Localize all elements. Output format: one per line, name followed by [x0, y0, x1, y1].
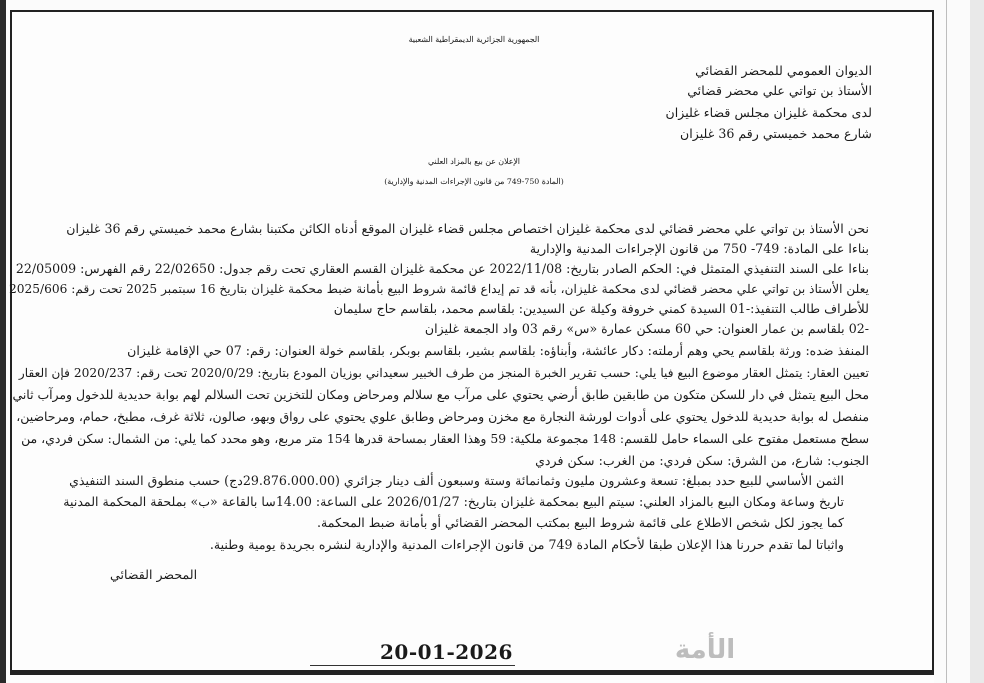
body-line: بناءا على السند التنفيذي المتمثل في: الحكم الصادر بتاريخ: 2022/11/08 عن محكمة غليزان القسم العقاري تحت رقم جدول: 22/02650 رقم الفهرس: 22/05009	[15, 261, 869, 276]
body-line: محل البيع يتمثل في دار للسكن متكون من طابقين طابق أرضي يحتوي على مرآب مع سلالم ومرحاض ومكان للتخزين تحت السلالم لهم بوابة حديدية للدخول ومرآب ثاني	[12, 387, 869, 402]
body-line: تاريخ وساعة ومكان البيع بالمزاد العلني: سيتم البيع بمحكمة غليزان بتاريخ: 2026/01/27 على الساعة: 14.00سا بالقاعة «ب» بملحقة المحكمة المدنية	[63, 494, 844, 509]
office-name: الديوان العمومي للمحضر القضائي	[695, 63, 872, 78]
right-margin-line	[946, 0, 947, 683]
body-line: للأطراف طالب التنفيذ:-01 السيدة كمني خروفة وكيلة عن السيدين: بلقاسم محمد، بلقاسم حاج سليمان	[333, 301, 869, 316]
body-line: سطح مستعمل مفتوح على السماء حامل للقسم: 148 مجموعة ملكية: 59 وهذا العقار بمساحة قدرها 154 متر مربع، وهو محدد كما يلي: من الشمال: سكن فردي، من	[21, 431, 869, 446]
body-line: تعيين العقار: يتمثل العقار موضوع البيع فيا يلي: حسب تقرير الخبرة المنجز من طرف الخبير سعيداني بوزيان المودع بتاريخ: 2020/0/29 تحت رقم: 2020/237 فإن العقار	[18, 366, 869, 380]
body-line: نحن الأستاذ بن تواتي علي محضر قضائي لدى محكمة غليزان اختصاص مجلس قضاء غليزان الموقع أدناه الكائن مكتبنا بشارع محمد خميستي رقم 36 غليزان	[66, 221, 869, 236]
left-page-edge	[0, 0, 6, 683]
announcement-frame	[10, 10, 934, 672]
newspaper-logo: الأمة	[674, 635, 736, 665]
republic-heading: الجمهورية الجزائرية الديمقراطية الشعبية	[408, 35, 540, 44]
body-line: منفصل له بوابة حديدية للدخول يحتوي على أدوات لورشة النجارة مع مخزن ومرحاض وطابق علوي يحتوي على رواق وبهو، صالون، ثلاثة غرف، مطبخ، حمام، ومرحاضين،	[16, 409, 869, 424]
body-line: المنفذ ضده: ورثة بلقاسم يحي وهم أرملته: دكار عائشة، وأبناؤه: بلقاسم بشير، بلقاسم بوبكر، بلقاسم خولة العنوان: رقم: 07 حي الإقامة غليزان	[127, 343, 869, 358]
office-address: شارع محمد خميستي رقم 36 غليزان	[680, 126, 872, 141]
publication-date: 20-01-2026	[380, 640, 513, 664]
body-line: واثباتا لما تقدم حررنا هذا الإعلان طبقا لأحكام المادة 749 من قانون الإجراءات المدنية والإدارية لنشره بجريدة يومية وطنية.	[209, 537, 844, 552]
date-underline	[310, 665, 515, 666]
signature-label: المحضر القضائي	[110, 567, 198, 582]
bottom-border	[10, 672, 934, 683]
body-line: يعلن الأستاذ بن تواتي علي محضر قضائي لدى محكمة غليزان، بأنه قد تم إيداع قائمة شروط البيع بأمانة ضبط محكمة غليزان بتاريخ 16 سبتمبر 2025 تحت رقم: 2025/606	[9, 282, 869, 296]
body-line: الثمن الأساسي للبيع حدد بمبلغ: تسعة وعشرون مليون وثمانمائة وستة وسبعون ألف دينار جزائري (29.876.000.00دج) حسب منطوق السند التنفيذي	[69, 473, 844, 488]
body-line: -02 بلقاسم بن عمار العنوان: حي 60 مسكن عمارة «س» رقم 03 واد الجمعة غليزان	[424, 321, 869, 336]
right-page-edge	[970, 0, 984, 683]
body-line: بناءا على المادة: 749- 750 من قانون الإجراءات المدنية والإدارية	[529, 241, 869, 256]
body-line: الجنوب: شارع، من الشرق: سكن فردي: من الغرب: سكن فردي	[535, 453, 869, 468]
announcement-subtitle: (المادة 750-749 من قانون الإجراءات المدنية والإدارية)	[384, 177, 564, 186]
court-name: لدى محكمة غليزان مجلس قضاء غليزان	[665, 105, 872, 120]
bailiff-name: الأستاذ بن تواتي علي محضر قضائي	[687, 83, 872, 98]
announcement-title: الإعلان عن بيع بالمزاد العلني	[428, 157, 520, 166]
body-line: كما يجوز لكل شخص الاطلاع على قائمة شروط البيع بمكتب المحضر القضائي أو بأمانة ضبط المحكمة.	[317, 515, 844, 530]
